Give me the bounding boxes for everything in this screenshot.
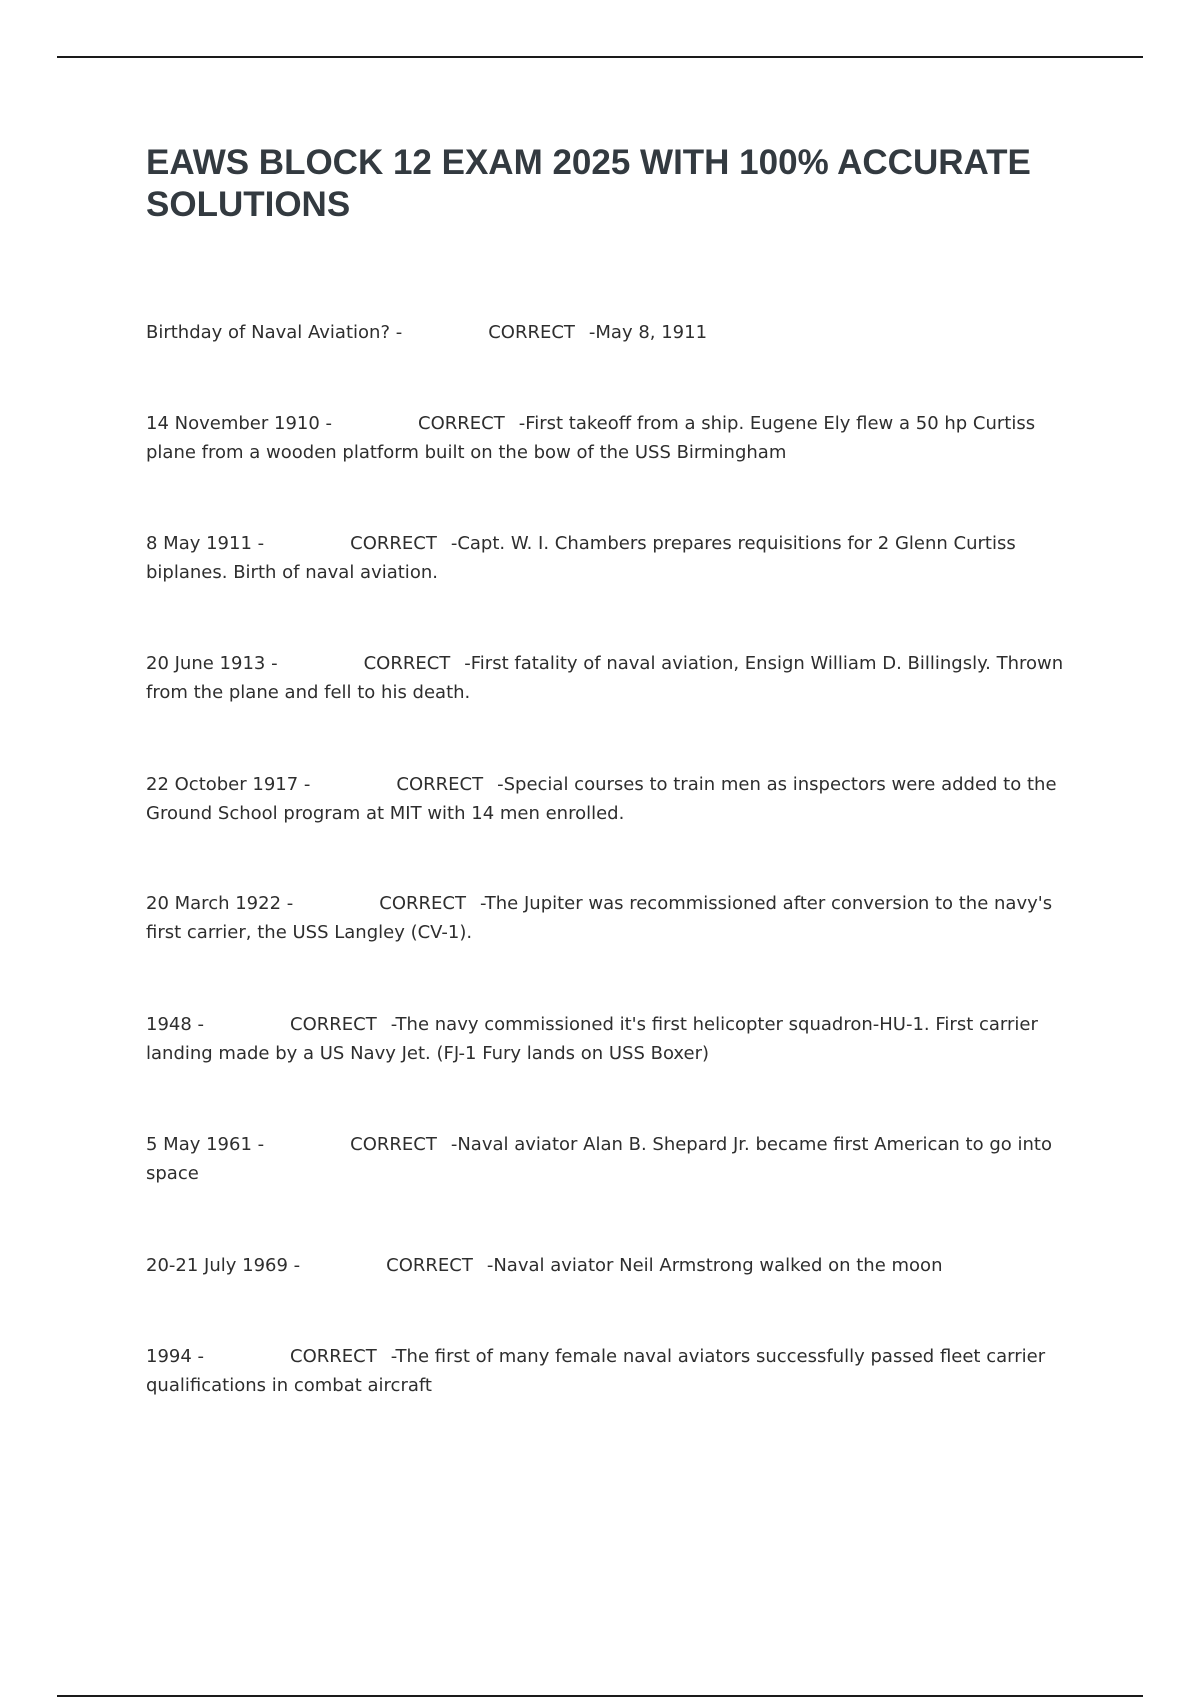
qa-answer: -Naval aviator Alan B. Shepard Jr. became first American to go into space [146,1134,1052,1184]
qa-correct-marker: CORRECT [488,322,575,343]
qa-item [146,1010,1086,1068]
qa-item [146,649,1086,707]
qa-answer: -Naval aviator Neil Armstrong walked on the moon [486,1255,943,1276]
qa-question: 14 November 1910 - [146,413,333,434]
qa-item [146,770,1086,828]
qa-item [146,529,1086,587]
qa-correct-marker: CORRECT [363,653,451,674]
qa-answer: -Special courses to train men as inspectors were added to the Ground School program at MIT with 14 men enrolled. [146,774,1057,824]
qa-question: 5 May 1961 - [146,1134,265,1155]
qa-question: Birthday of Naval Aviation? - [146,322,403,343]
qa-question: 1994 - [146,1346,205,1367]
qa-item [146,1342,1086,1400]
qa-correct-marker: CORRECT [350,533,437,554]
top-rule [57,56,1143,58]
qa-question: 20 March 1922 - [146,893,294,914]
qa-item [146,889,1086,947]
qa-correct-marker: CORRECT [386,1255,473,1276]
qa-correct-marker: CORRECT [350,1134,437,1155]
qa-answer: -The Jupiter was recommissioned after conversion to the navy's first carrier, the USS Langley (CV-1). [146,893,1053,943]
document-title: EAWS BLOCK 12 EXAM 2025 WITH 100% ACCURATE SOLUTIONS [146,143,1031,224]
qa-question: 20-21 July 1969 - [146,1255,301,1276]
qa-answer: -First takeoff from a ship. Eugene Ely flew a 50 hp Curtiss plane from a wooden platform built on the bow of the USS Birmingham [146,413,1036,463]
qa-answer: -The navy commissioned it's first helicopter squadron-HU-1. First carrier landing made by a US Navy Jet. (FJ-1 Fury lands on USS Boxer) [146,1014,1038,1064]
qa-correct-marker: CORRECT [290,1014,377,1035]
qa-question: 1948 - [146,1014,205,1035]
qa-answer: -First fatality of naval aviation, Ensign William D. Billingsly. Thrown from the plane and fell to his death. [146,653,1064,703]
qa-question: 20 June 1913 - [146,653,278,674]
qa-item [146,409,1086,467]
qa-correct-marker: CORRECT [290,1346,377,1367]
qa-correct-marker: CORRECT [379,893,466,914]
qa-correct-marker: CORRECT [396,774,484,795]
bottom-rule [57,1695,1143,1697]
qa-answer: -The first of many female naval aviators successfully passed fleet carrier qualifications in combat aircraft [146,1346,1046,1396]
qa-question: 22 October 1917 - [146,774,311,795]
qa-item [146,1130,1086,1188]
qa-question: 8 May 1911 - [146,533,265,554]
qa-item [146,318,1086,347]
qa-answer: -May 8, 1911 [588,322,708,343]
qa-correct-marker: CORRECT [418,413,505,434]
qa-answer: -Capt. W. I. Chambers prepares requisitions for 2 Glenn Curtiss biplanes. Birth of naval aviation. [146,533,1016,583]
qa-item [146,1251,1086,1280]
